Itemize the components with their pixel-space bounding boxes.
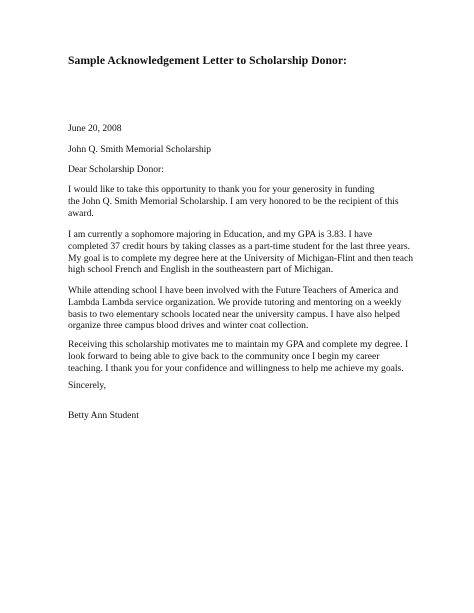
- paragraph-line: award.: [68, 207, 94, 219]
- signature-name: Betty Ann Student: [68, 410, 139, 421]
- scholarship-name: John Q. Smith Memorial Scholarship: [68, 144, 212, 155]
- paragraph-line: basis to two elementary schools located near the university campus. I have also helped: [68, 308, 400, 320]
- closing: Sincerely,: [68, 380, 107, 391]
- paragraph-line: Lambda Lambda service organization. We provide tutoring and mentoring on a weekly: [68, 296, 402, 308]
- paragraph-line: look forward to being able to give back to the community once I begin my career: [68, 350, 380, 362]
- paragraph-line: completed 37 credit hours by taking classes as a part-time student for the last three years.: [68, 240, 411, 252]
- paragraph-line: While attending school I have been involved with the Future Teachers of America and: [68, 285, 399, 296]
- paragraph-line: high school French and English in the southeastern part of Michigan.: [68, 264, 334, 276]
- paragraph-line: I would like to take this opportunity to thank you for your generosity in funding: [68, 184, 375, 195]
- paragraph-line: teaching. I thank you for your confidence and willingness to help me achieve my goals.: [68, 362, 404, 374]
- paragraph-line: My goal is to complete my degree here at the University of Michigan-Flint and then teach: [68, 252, 414, 264]
- letter-date: June 20, 2008: [68, 123, 122, 134]
- letter-title: Sample Acknowledgement Letter to Scholarship Donor:: [68, 54, 347, 67]
- paragraph-line: I am currently a sophomore majoring in Education, and my GPA is 3.83. I have: [68, 229, 373, 240]
- paragraph-academics: [68, 229, 413, 276]
- paragraph-thanks: [68, 184, 399, 219]
- paragraph-line: organize three campus blood drives and winter coat collection.: [68, 320, 309, 332]
- salutation: Dear Scholarship Donor:: [68, 164, 164, 175]
- paragraph-activities: [68, 285, 402, 332]
- paragraph-line: Receiving this scholarship motivates me to maintain my GPA and complete my degree. I: [68, 339, 409, 350]
- paragraph-goals: [68, 339, 408, 374]
- paragraph-line: the John Q. Smith Memorial Scholarship. I am very honored to be the recipient of this: [68, 195, 399, 207]
